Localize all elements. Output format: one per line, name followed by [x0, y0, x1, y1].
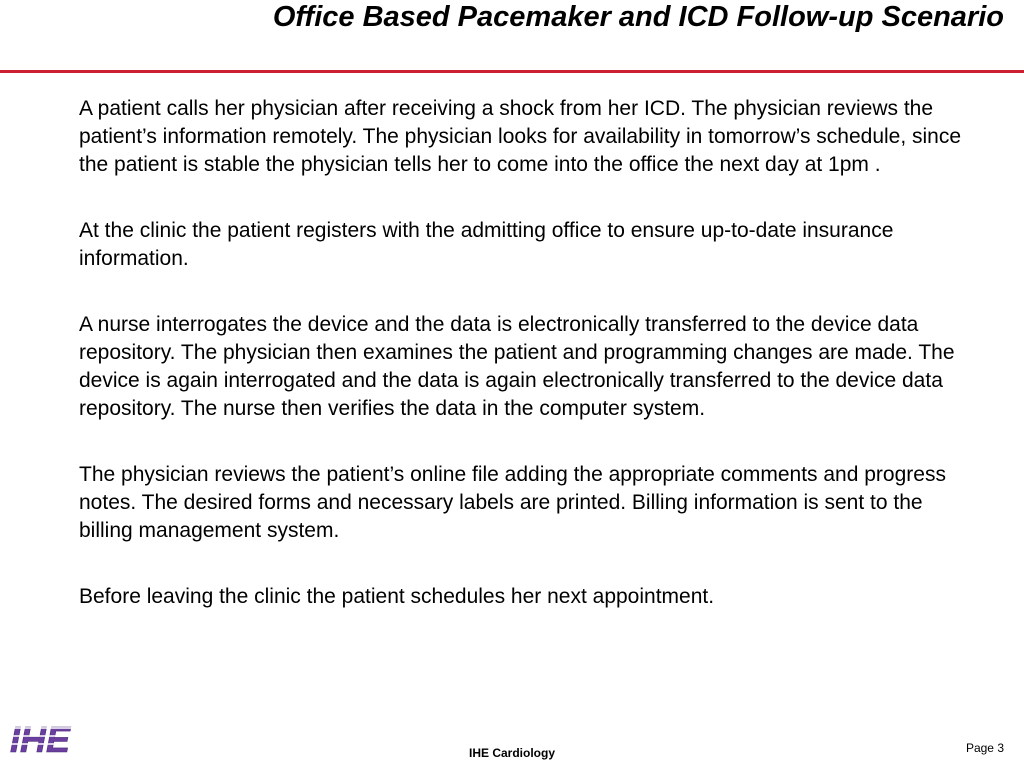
footer-title: IHE Cardiology — [468, 746, 555, 760]
slide-body — [79, 95, 979, 649]
slide-title: Office Based Pacemaker and ICD Follow-up Scenario — [272, 1, 1004, 33]
paragraph-review-billing: The physician reviews the patient’s online file adding the appropriate comments and progress notes. The desired forms and necessary labels are printed. Billing information is sent to the billing management system. — [79, 463, 946, 542]
title-divider — [0, 70, 1024, 73]
page-number: Page 3 — [965, 741, 1004, 755]
paragraph-interrogation: A nurse interrogates the device and the data is electronically transferred to the device data repository. The physician then examines the patient and programming changes are made. The device is again interrogated and the data is again electronically transferred to the device data repository. The nurse then verifies the data in the computer system. — [79, 313, 955, 420]
paragraph-registration: At the clinic the patient registers with the admitting office to ensure up-to-date insurance information. — [79, 219, 894, 270]
ihe-logo-text: IHE — [10, 719, 71, 760]
paragraph-shock-call: A patient calls her physician after receiving a shock from her ICD. The physician reviews the patient’s information remotely. The physician looks for availability in tomorrow’s schedule, since the patient is stable the physician tells her to come into the office the next day at 1pm . — [79, 97, 962, 176]
paragraph-next-appointment: Before leaving the clinic the patient schedules her next appointment. — [79, 585, 715, 608]
